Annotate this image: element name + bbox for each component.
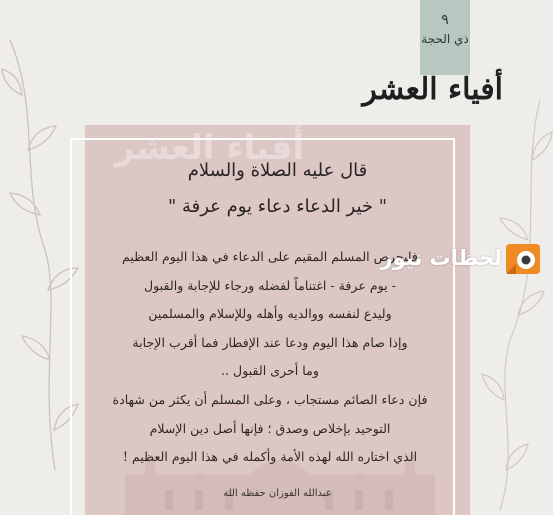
hadith-quote: " خير الدعاء دعاء يوم عرفة "	[167, 196, 388, 217]
date-day: ٩	[441, 12, 449, 28]
series-title: أفياء العشر	[362, 72, 503, 107]
body-line: فإن دعاء الصائم مستجاب ، وعلى المسلم أن يكثر من شهادة	[112, 391, 428, 407]
body-line: وإذا صام هذا اليوم ودعا عند الإفطار فما أقرب الإجابة	[132, 334, 408, 350]
signature: عبدالله الفوزان حفظه الله	[223, 488, 332, 499]
leaf-branch-icon	[470, 100, 553, 515]
card-watermark: أفياء العشر	[115, 128, 305, 168]
body-line: فليحرص المسلم المقيم على الدعاء في هذا اليوم العظيم	[122, 249, 418, 264]
body-line: التوحيد بإخلاص وصدق ؛ فإنها أصل دين الإسلام	[149, 420, 391, 436]
news-logo-icon	[504, 240, 542, 278]
logo-text: لحظات نيوز	[380, 246, 502, 270]
news-logo	[380, 238, 548, 282]
body-line: وليدع لنفسه ووالديه وأهله وللإسلام والمسلمين	[148, 306, 392, 322]
body-line: - يوم عرفة - اغتناماً لفضله ورجاء للإجابة والقبول	[144, 277, 396, 293]
date-month: ذي الحجة	[421, 32, 469, 46]
body-line: وما أحرى القبول ..	[221, 363, 319, 379]
body-line: الذي اختاره الله لهذه الأمة وأكمله في هذا اليوم العظيم !	[122, 449, 418, 465]
date-tab	[420, 0, 470, 75]
hadith-intro: قال عليه الصلاة والسلام	[187, 160, 368, 181]
